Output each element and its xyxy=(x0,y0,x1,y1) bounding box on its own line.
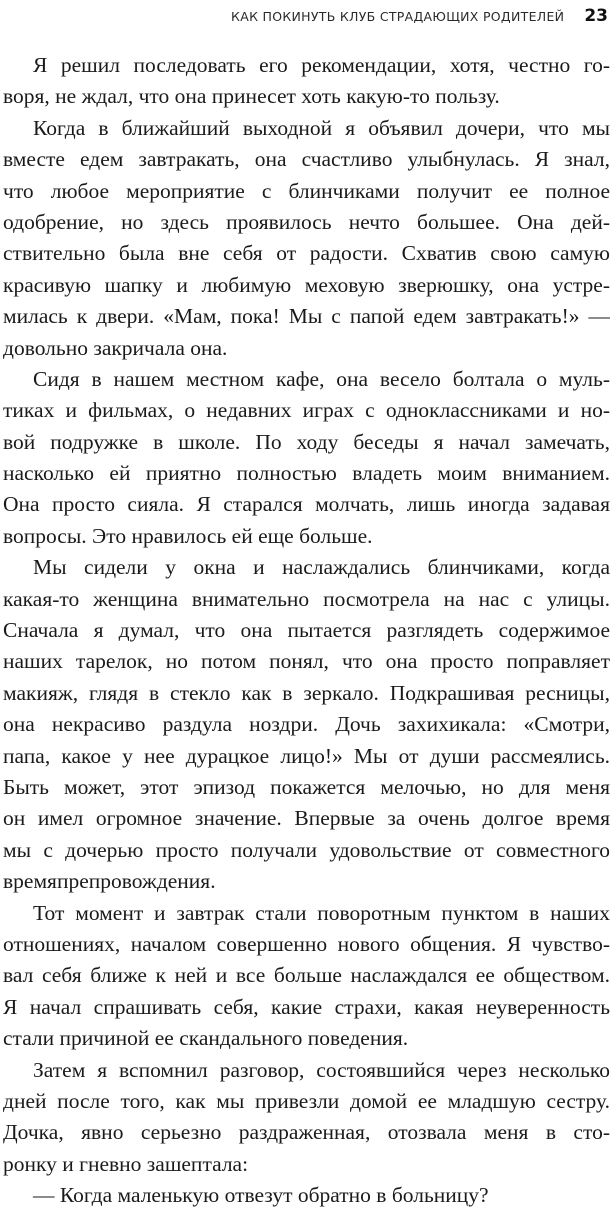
text-line: Сидя в нашем местном кафе, она весело болтала о муль- xyxy=(33,366,610,391)
text-line: что любое мероприятие с блинчиками получит ее полное xyxy=(3,178,610,203)
body-text xyxy=(3,50,610,1211)
text-line: вой подружке в школе. По ходу беседы я начал замечать, xyxy=(3,429,610,454)
text-line: Я начал спрашивать себя, какие страхи, какая неуверенность xyxy=(3,994,610,1019)
text-line: Она просто сияла. Я старался молчать, лишь иногда задавая xyxy=(3,492,610,517)
paragraph xyxy=(3,1055,610,1181)
running-title: КАК ПОКИНУТЬ КЛУБ СТРАДАЮЩИХ РОДИТЕЛЕЙ xyxy=(231,9,565,24)
page-number: 23 xyxy=(584,6,608,26)
text-line: вопросы. Это нравилось ей еще больше. xyxy=(3,523,373,548)
text-line: дней после того, как мы привезли домой ее младшую сестру. xyxy=(3,1088,610,1113)
text-line: Тот момент и завтрак стали поворотным пунктом в наших xyxy=(33,900,610,925)
text-line: Я решил последовать его рекомендации, хотя, честно го- xyxy=(33,53,610,77)
text-line: тиках и фильмах, о недавних играх с одноклассниками и но- xyxy=(3,398,610,423)
text-line: вместе едем завтракать, она счастливо улыбнулась. Я знал, xyxy=(3,147,610,172)
text-line: мы с дочерью просто получали удовольствие от совместного xyxy=(3,837,610,862)
text-line: воря, не ждал, что она принесет хоть какую-то пользу. xyxy=(3,84,500,109)
text-line: Когда в ближайший выходной я объявил дочери, что мы xyxy=(33,115,610,140)
text-line: макияж, глядя в стекло как в зеркало. Подкрашивая ресницы, xyxy=(3,680,610,705)
text-line: ствительно была вне себя от радости. Схватив свою самую xyxy=(3,241,610,266)
text-line: — Когда маленькую отвезут обратно в больницу? xyxy=(33,1183,489,1208)
text-line: он имел огромное значение. Впервые за очень долгое время xyxy=(3,806,610,831)
paragraph xyxy=(3,1180,610,1211)
text-line: она некрасиво раздула ноздри. Дочь захихикала: «Смотри, xyxy=(3,712,610,737)
paragraph xyxy=(3,113,610,364)
paragraph xyxy=(3,898,610,1055)
text-line: отношениях, началом совершенно нового общения. Я чувство- xyxy=(3,931,610,956)
text-line: красивую шапку и любимую меховую зверюшку, она устре- xyxy=(3,272,610,297)
text-line: одобрение, но здесь проявилось нечто большее. Она дей- xyxy=(3,209,610,234)
text-line: Дочка, явно серьезно раздраженная, отозвала меня в сто- xyxy=(3,1120,610,1145)
text-line: Мы сидели у окна и наслаждались блинчиками, когда xyxy=(33,555,610,580)
text-line: довольно закричала она. xyxy=(3,335,228,360)
text-line: времяпрепровождения. xyxy=(3,869,216,894)
text-line: ронку и гневно зашептала: xyxy=(3,1151,249,1176)
text-line: какая-то женщина внимательно посмотрела на нас с улицы. xyxy=(3,586,610,611)
text-line: наших тарелок, но потом понял, что она просто поправляет xyxy=(3,649,610,674)
text-line: милась к двери. «Мам, пока! Мы с папой едем завтракать!» — xyxy=(3,304,610,329)
paragraph xyxy=(3,364,610,552)
paragraph xyxy=(3,552,610,897)
text-line: папа, какое у нее дурацкое лицо!» Мы от души рассмеялись. xyxy=(3,743,610,768)
text-line: Быть может, этот эпизод покажется мелочью, но для меня xyxy=(3,774,610,799)
text-line: Сначала я думал, что она пытается разглядеть содержимое xyxy=(3,618,610,643)
text-line: насколько ей приятно полностью владеть моим вниманием. xyxy=(3,461,610,486)
text-line: вал себя ближе к ней и все больше наслаждался ее обществом. xyxy=(3,963,610,988)
paragraph xyxy=(3,50,610,113)
page-header xyxy=(4,6,608,28)
text-line: Затем я вспомнил разговор, состоявшийся через несколько xyxy=(33,1057,610,1082)
text-line: стали причиной ее скандального поведения. xyxy=(3,1026,409,1051)
